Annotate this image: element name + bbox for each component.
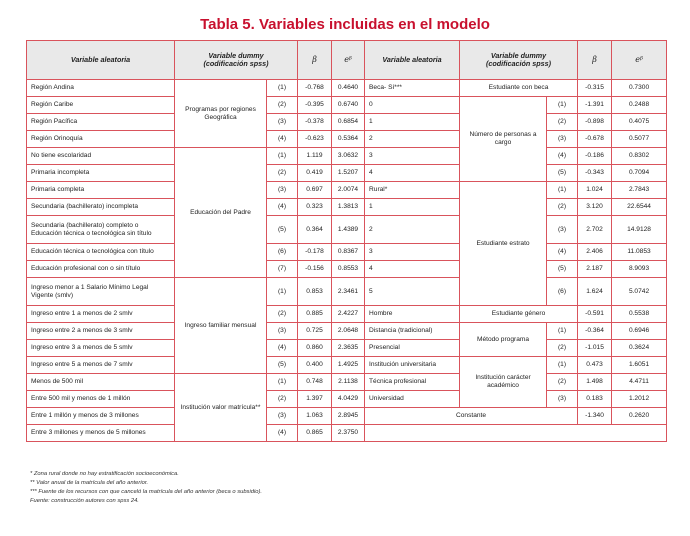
cell-beta: -0.768 [298, 80, 332, 97]
note-rural: * Zona rural donde no hay estratificación socioeconómica. [30, 471, 179, 477]
cell-exp-right: 0.3624 [612, 340, 667, 357]
cell-exp: 0.6740 [332, 97, 365, 114]
cell-code: (4) [267, 340, 298, 357]
cell-exp-right: 5.0742 [612, 278, 667, 306]
note-source: Fuente: construcción autores con spss 24. [30, 498, 139, 504]
group-estrato: Estudiante estrato [460, 182, 547, 306]
cell-code: (3) [267, 114, 298, 131]
cell-code-right: (2) [547, 199, 578, 216]
group-ingreso-familiar: Ingreso familiar mensual [175, 278, 267, 374]
cell-code: (3) [267, 323, 298, 340]
table-row [27, 244, 667, 261]
cell-code: (7) [267, 261, 298, 278]
cell-exp: 1.3813 [332, 199, 365, 216]
cell-exp: 0.6854 [332, 114, 365, 131]
cell-variable: Ingreso entre 1 a menos de 2 smlv [27, 306, 175, 323]
table-row [27, 425, 667, 442]
cell-exp-right: 0.4075 [612, 114, 667, 131]
cell-variable: Entre 1 millón y menos de 3 millones [27, 408, 175, 425]
cell-beta: 0.400 [298, 357, 332, 374]
cell-exp-right: 0.5538 [612, 306, 667, 323]
table-row [27, 306, 667, 323]
cell-variable: Región Andina [27, 80, 175, 97]
cell-code: (4) [267, 425, 298, 442]
cell-variable: Entre 3 millones y menos de 5 millones [27, 425, 175, 442]
cell-variable-right: Institución universitaria [365, 357, 460, 374]
table-row [27, 278, 667, 306]
cell-exp-right: 2.7843 [612, 182, 667, 199]
cell-exp: 0.8553 [332, 261, 365, 278]
header-beta-right: β [578, 41, 612, 80]
cell-exp-right: 14.9128 [612, 216, 667, 244]
cell-code: (1) [267, 278, 298, 306]
table-row [27, 340, 667, 357]
cell-exp: 0.4640 [332, 80, 365, 97]
cell-exp-right: 0.2488 [612, 97, 667, 114]
cell-beta-right: 0.473 [578, 357, 612, 374]
cell-code: (1) [267, 148, 298, 165]
header-dummy-variable-right: Variable dummy (codificación spss) [460, 41, 578, 80]
cell-beta-right: -1.391 [578, 97, 612, 114]
cell-code: (6) [267, 244, 298, 261]
group-educacion-padre: Educación del Padre [175, 148, 267, 278]
cell-code: (4) [267, 199, 298, 216]
cell-beta: 0.853 [298, 278, 332, 306]
cell-exp-right: 0.7300 [612, 80, 667, 97]
cell-beta: 1.397 [298, 391, 332, 408]
cell-exp-right: 0.6946 [612, 323, 667, 340]
cell-variable-right: Universidad [365, 391, 460, 408]
cell-code-right: (4) [547, 244, 578, 261]
cell-exp: 2.3461 [332, 278, 365, 306]
variables-table [26, 40, 667, 442]
cell-exp: 0.8367 [332, 244, 365, 261]
cell-exp: 1.5207 [332, 165, 365, 182]
cell-exp: 2.0074 [332, 182, 365, 199]
cell-variable-right: 1 [365, 114, 460, 131]
cell-exp-right: 11.0853 [612, 244, 667, 261]
cell-exp: 2.8945 [332, 408, 365, 425]
cell-variable: Región Caribe [27, 97, 175, 114]
table-row [27, 374, 667, 391]
cell-beta: 1.119 [298, 148, 332, 165]
table-row [27, 80, 667, 97]
group-personas-cargo: Número de personas a cargo [460, 97, 547, 182]
cell-beta-right: 3.120 [578, 199, 612, 216]
table-row [27, 357, 667, 374]
cell-variable: Secundaria (bachillerato) incompleta [27, 199, 175, 216]
cell-variable: Educación técnica o tecnológica con título [27, 244, 175, 261]
note-beca: *** Fuente de los recursos con que canceló la matrícula del año anterior (beca o subsidio). [30, 489, 263, 495]
cell-code: (4) [267, 131, 298, 148]
table-row [27, 199, 667, 216]
cell-exp: 1.4925 [332, 357, 365, 374]
cell-code: (2) [267, 306, 298, 323]
note-matricula: ** Valor anual de la matrícula del año anterior. [30, 480, 149, 486]
cell-beta-right: 2.702 [578, 216, 612, 244]
cell-exp-right: 0.7094 [612, 165, 667, 182]
cell-variable-right: Distancia (tradicional) [365, 323, 460, 340]
cell-variable: Secundaria (bachillerato) completo o Educación técnica o tecnológica sin título [27, 216, 175, 244]
header-random-variable: Variable aleatoria [27, 41, 175, 80]
cell-beta-right: -1.340 [578, 408, 612, 425]
cell-variable-right: 4 [365, 165, 460, 182]
cell-exp: 2.0648 [332, 323, 365, 340]
cell-variable-right: Hombre [365, 306, 460, 323]
cell-variable: No tiene escolaridad [27, 148, 175, 165]
cell-variable-right: 3 [365, 148, 460, 165]
cell-variable-right: 3 [365, 244, 460, 261]
group-beca: Estudiante con beca [460, 80, 578, 97]
cell-code-right: (1) [547, 182, 578, 199]
cell-exp: 2.3635 [332, 340, 365, 357]
cell-variable-right: 5 [365, 278, 460, 306]
cell-variable: Primaria incompleta [27, 165, 175, 182]
cell-beta-right: 1.624 [578, 278, 612, 306]
group-region: Programas por regiones Geográfica [175, 80, 267, 148]
cell-beta-right: -0.898 [578, 114, 612, 131]
group-valor-matricula: Institución valor matrícula** [175, 374, 267, 442]
cell-code-right: (4) [547, 148, 578, 165]
cell-variable-right: 0 [365, 97, 460, 114]
cell-beta-right: -1.015 [578, 340, 612, 357]
cell-beta: 0.725 [298, 323, 332, 340]
table-row [27, 114, 667, 131]
cell-beta: -0.178 [298, 244, 332, 261]
cell-variable-right: 4 [365, 261, 460, 278]
cell-code: (2) [267, 97, 298, 114]
cell-code-right: (6) [547, 278, 578, 306]
header-exp-beta: eᵝ [332, 41, 365, 80]
header-row [27, 41, 667, 80]
cell-variable: Primaria completa [27, 182, 175, 199]
cell-beta: 1.063 [298, 408, 332, 425]
cell-beta: -0.378 [298, 114, 332, 131]
cell-exp-right: 0.8302 [612, 148, 667, 165]
cell-code-right: (5) [547, 261, 578, 278]
cell-exp-right: 8.9093 [612, 261, 667, 278]
cell-exp-right: 4.4711 [612, 374, 667, 391]
cell-code-right: (3) [547, 131, 578, 148]
table-title: Tabla 5. Variables incluidas en el modelo [200, 16, 490, 33]
cell-variable-right: Presencial [365, 340, 460, 357]
cell-exp-right: 0.5077 [612, 131, 667, 148]
cell-exp: 2.4227 [332, 306, 365, 323]
cell-beta: 0.323 [298, 199, 332, 216]
cell-beta: 0.697 [298, 182, 332, 199]
cell-variable-right: 1 [365, 199, 460, 216]
cell-exp: 0.5364 [332, 131, 365, 148]
cell-code: (5) [267, 216, 298, 244]
header-exp-beta-right: eᵝ [612, 41, 667, 80]
cell-exp: 1.4389 [332, 216, 365, 244]
group-caracter-academico: Institución carácter académico [460, 357, 547, 408]
cell-variable-right: 2 [365, 131, 460, 148]
cell-variable: Región Orinoquía [27, 131, 175, 148]
cell-code: (1) [267, 80, 298, 97]
cell-exp: 2.1138 [332, 374, 365, 391]
table-row [27, 391, 667, 408]
cell-exp-right: 22.6544 [612, 199, 667, 216]
table-notes [30, 470, 660, 506]
table-row [27, 408, 667, 425]
header-dummy-variable: Variable dummy (codificación spss) [175, 41, 298, 80]
cell-beta: 0.885 [298, 306, 332, 323]
cell-code-right: (3) [547, 216, 578, 244]
table-row [27, 165, 667, 182]
cell-empty [365, 425, 667, 442]
cell-beta-right: -0.186 [578, 148, 612, 165]
cell-beta-right: -0.343 [578, 165, 612, 182]
cell-exp-right: 1.6051 [612, 357, 667, 374]
cell-beta-right: 1.024 [578, 182, 612, 199]
cell-code-right: (1) [547, 323, 578, 340]
cell-code-right: (2) [547, 114, 578, 131]
cell-code: (1) [267, 374, 298, 391]
cell-variable: Educación profesional con o sin título [27, 261, 175, 278]
cell-beta: -0.156 [298, 261, 332, 278]
cell-variable: Ingreso entre 3 a menos de 5 smlv [27, 340, 175, 357]
table-row [27, 261, 667, 278]
table-row [27, 216, 667, 244]
cell-variable-right: 2 [365, 216, 460, 244]
cell-exp: 3.0632 [332, 148, 365, 165]
cell-code: (3) [267, 408, 298, 425]
cell-beta-right: 0.183 [578, 391, 612, 408]
cell-beta-right: 2.187 [578, 261, 612, 278]
cell-beta: 0.748 [298, 374, 332, 391]
cell-constante: Constante [365, 408, 578, 425]
header-beta: β [298, 41, 332, 80]
cell-beta: -0.395 [298, 97, 332, 114]
table-row [27, 148, 667, 165]
cell-beta-right: -0.678 [578, 131, 612, 148]
table-row [27, 182, 667, 199]
group-genero: Estudiante género [460, 306, 578, 323]
cell-variable: Ingreso menor a 1 Salario Mínimo Legal Vigente (smlv) [27, 278, 175, 306]
cell-beta-right: -0.591 [578, 306, 612, 323]
table-row [27, 323, 667, 340]
cell-beta-right: -0.364 [578, 323, 612, 340]
cell-exp-right: 1.2012 [612, 391, 667, 408]
cell-code: (2) [267, 165, 298, 182]
header-random-variable-right: Variable aleatoria [365, 41, 460, 80]
group-metodo: Método programa [460, 323, 547, 357]
cell-beta: 0.860 [298, 340, 332, 357]
cell-beta: 0.364 [298, 216, 332, 244]
cell-code-right: (2) [547, 340, 578, 357]
cell-beta-right: -0.315 [578, 80, 612, 97]
cell-beta: 0.419 [298, 165, 332, 182]
cell-exp-right: 0.2620 [612, 408, 667, 425]
cell-code-right: (1) [547, 357, 578, 374]
cell-code-right: (5) [547, 165, 578, 182]
cell-exp: 2.3750 [332, 425, 365, 442]
cell-variable-right: Beca- Sí*** [365, 80, 460, 97]
table-row [27, 97, 667, 114]
cell-variable: Ingreso entre 5 a menos de 7 smlv [27, 357, 175, 374]
cell-variable: Entre 500 mil y menos de 1 millón [27, 391, 175, 408]
cell-code-right: (1) [547, 97, 578, 114]
cell-code-right: (3) [547, 391, 578, 408]
cell-variable-right: Rural* [365, 182, 460, 199]
cell-variable: Ingreso entre 2 a menos de 3 smlv [27, 323, 175, 340]
cell-beta-right: 1.498 [578, 374, 612, 391]
variables-table-container [26, 40, 666, 442]
table-row [27, 131, 667, 148]
cell-beta: -0.623 [298, 131, 332, 148]
cell-code-right: (2) [547, 374, 578, 391]
cell-variable: Menos de 500 mil [27, 374, 175, 391]
cell-code: (3) [267, 182, 298, 199]
cell-code: (5) [267, 357, 298, 374]
cell-variable: Región Pacífica [27, 114, 175, 131]
cell-code: (2) [267, 391, 298, 408]
cell-exp: 4.0429 [332, 391, 365, 408]
cell-variable-right: Técnica profesional [365, 374, 460, 391]
cell-beta: 0.865 [298, 425, 332, 442]
cell-beta-right: 2.406 [578, 244, 612, 261]
